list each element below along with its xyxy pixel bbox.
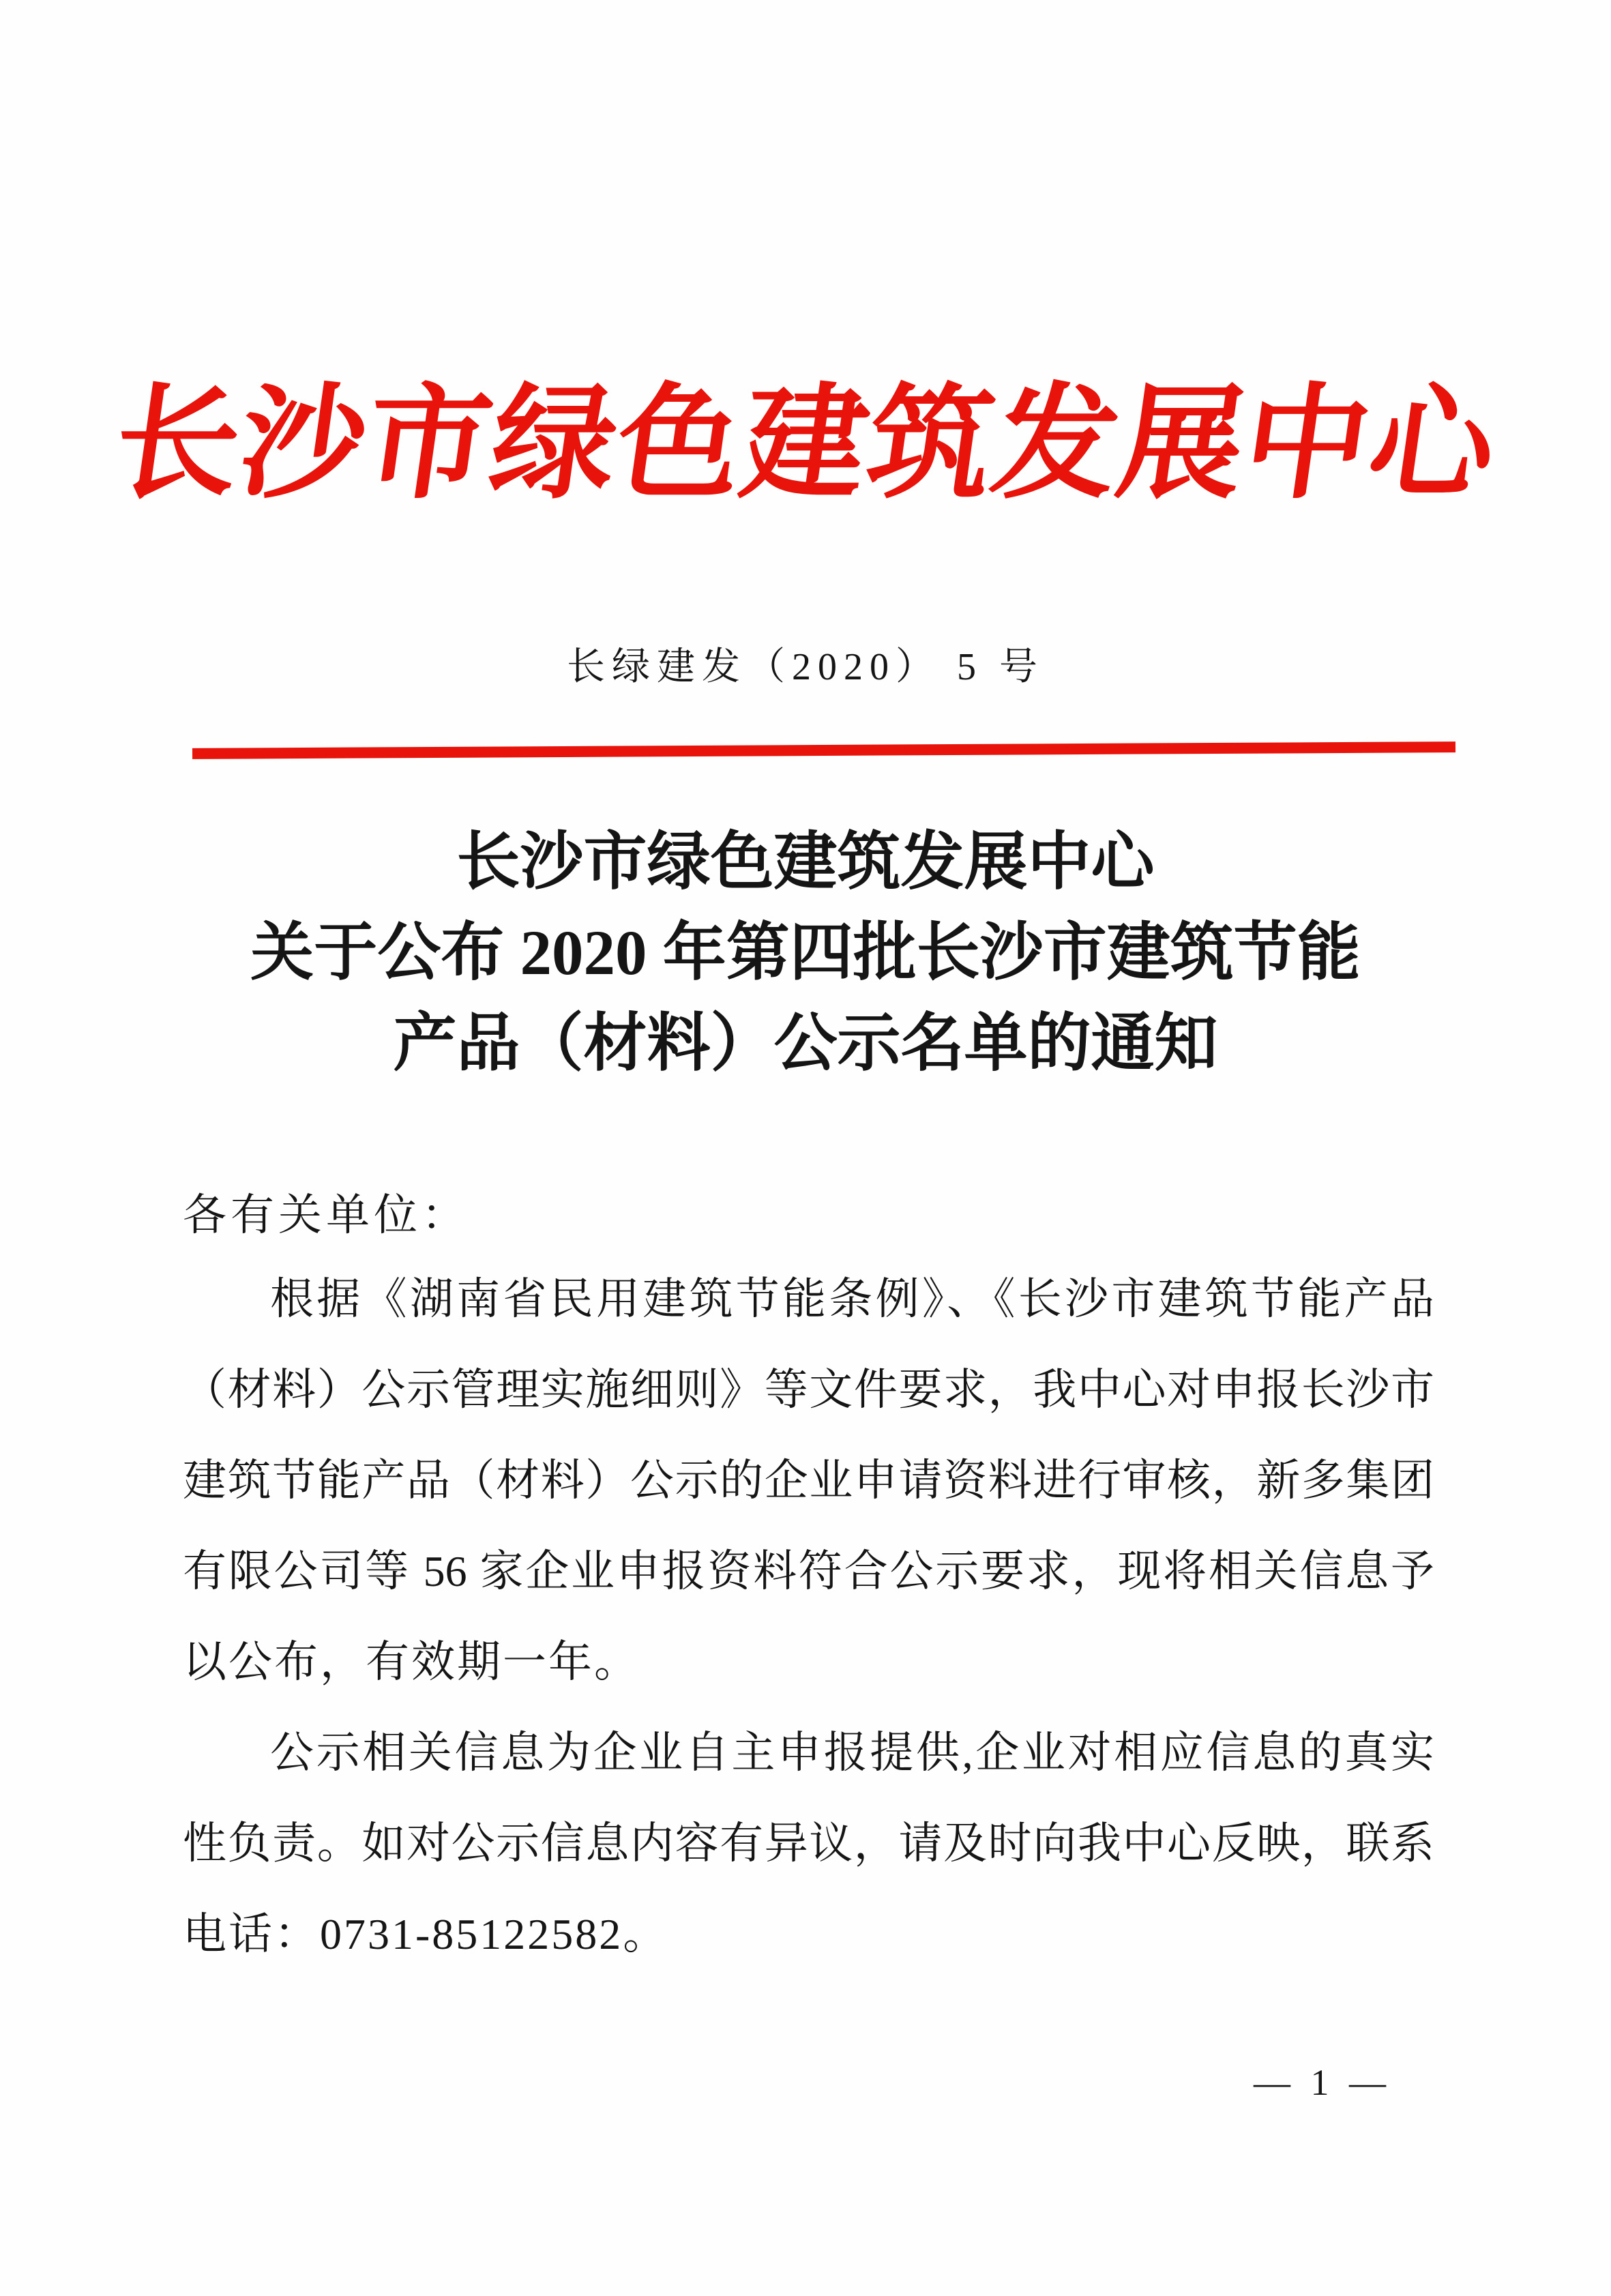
red-separator-rule xyxy=(192,741,1455,759)
notice-title-line-2: 关于公布 2020 年第四批长沙市建筑节能 xyxy=(250,918,1361,988)
notice-title-line-1: 长沙市绿色建筑发展中心 xyxy=(456,827,1155,898)
doc-number: 长绿建发（2020） 5 号 xyxy=(567,646,1044,688)
notice-title xyxy=(0,817,1611,1089)
paragraph-1-line-1: 根据《湖南省民用建筑节能条例》、《长沙市建筑节能产品 xyxy=(270,1275,1434,1323)
paragraph-2-line-2: 性负责。如对公示信息内容有异议，请及时向我中心反映，联系 xyxy=(183,1819,1434,1868)
letterhead-title: 长沙市绿色建筑发展中心 xyxy=(105,377,1506,514)
body-text xyxy=(183,1254,1434,1979)
paragraph-1-line-4: 有限公司等 56 家企业申报资料符合公示要求，现将相关信息予 xyxy=(183,1547,1434,1595)
salutation: 各有关单位： xyxy=(183,1191,469,1239)
paragraph-2-line-3: 电话：0731-85122582。 xyxy=(183,1910,669,1958)
notice-title-line-3: 产品（材料）公示名单的通知 xyxy=(393,1009,1218,1079)
paragraph-2-line-1: 公示相关信息为企业自主申报提供,企业对相应信息的真实 xyxy=(270,1728,1434,1777)
paragraph-1-line-2: （材料）公示管理实施细则》等文件要求，我中心对申报长沙市 xyxy=(183,1366,1434,1414)
paragraph-1-line-5: 以公布，有效期一年。 xyxy=(183,1638,640,1686)
paragraph-1-line-3: 建筑节能产品（材料）公示的企业申请资料进行审核，新多集团 xyxy=(183,1456,1434,1505)
page-number: — 1 — xyxy=(1254,2062,1391,2103)
